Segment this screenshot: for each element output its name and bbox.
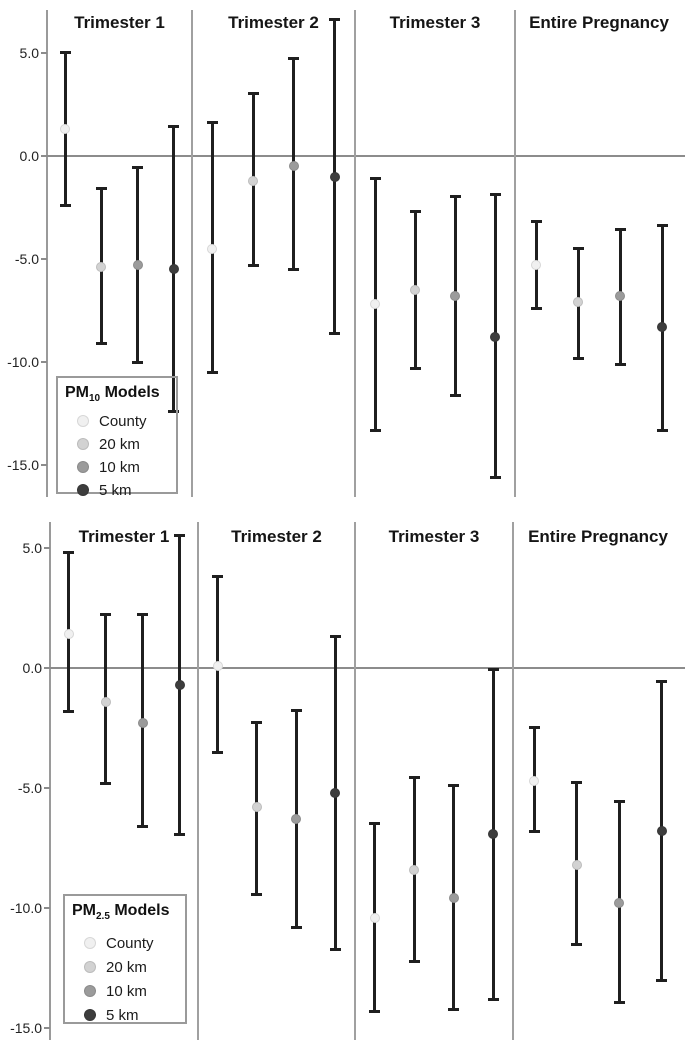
point-estimate-marker [60, 124, 70, 134]
legend-title: $PM_{10}$ Models [65, 384, 160, 404]
panel-header: Trimester 3 [389, 13, 481, 32]
panel-header: Trimester 1 [78, 527, 170, 546]
error-bar-cap-bottom [251, 893, 262, 896]
error-bar-cap-top [529, 726, 540, 729]
error-bar-cap-top [330, 635, 341, 638]
error-bar-cap-bottom [288, 268, 299, 271]
legend-model-dot [77, 415, 89, 427]
error-bar-cap-bottom [174, 833, 185, 836]
error-bar-cap-bottom [330, 948, 341, 951]
error-bar-cap-bottom [614, 1001, 625, 1004]
point-estimate-marker [488, 829, 498, 839]
y-axis-tick [41, 155, 47, 157]
error-bar-cap-bottom [410, 367, 421, 370]
point-estimate-marker [169, 264, 179, 274]
error-bar-cap-top [96, 187, 107, 190]
panel-divider [191, 10, 193, 497]
y-axis-tick-label: -15.0 [7, 457, 39, 473]
point-estimate-marker [133, 260, 143, 270]
point-estimate-marker [490, 332, 500, 342]
error-bar-cap-top [248, 92, 259, 95]
point-estimate-marker [450, 291, 460, 301]
legend-model-label: 10 km [106, 983, 147, 1000]
panel-header: Trimester 3 [388, 527, 480, 546]
error-bar-cap-top [488, 668, 499, 671]
error-bar-cap-bottom [248, 264, 259, 267]
error-bar-cap-bottom [450, 394, 461, 397]
error-bar-cap-bottom [329, 332, 340, 335]
legend-model-label: 20 km [106, 959, 147, 976]
point-estimate-marker [572, 860, 582, 870]
point-estimate-marker [248, 176, 258, 186]
panel-divider [197, 522, 199, 1040]
y-axis-tick-label: 0.0 [22, 660, 42, 676]
legend-model-dot [77, 461, 89, 473]
error-bar-cap-bottom [615, 363, 626, 366]
error-bar-cap-top [656, 680, 667, 683]
error-bar-cap-top [132, 166, 143, 169]
point-estimate-marker [614, 898, 624, 908]
legend-model-label: 5 km [106, 1007, 139, 1024]
legend-model-dot [84, 961, 96, 973]
y-axis-tick-label: -10.0 [10, 900, 42, 916]
error-bar-cap-top [490, 193, 501, 196]
error-bar-cap-bottom [63, 710, 74, 713]
y-axis-tick-label: -5.0 [14, 251, 39, 267]
y-axis-tick [41, 52, 47, 54]
y-axis-tick [41, 258, 47, 260]
point-estimate-marker [529, 776, 539, 786]
point-estimate-marker [657, 826, 667, 836]
error-bar-cap-bottom [657, 429, 668, 432]
legend-model-dot [84, 985, 96, 997]
point-estimate-marker [252, 802, 262, 812]
legend-model-label: County [99, 413, 147, 430]
point-estimate-marker [449, 893, 459, 903]
error-bar-cap-top [369, 822, 380, 825]
error-bar-cap-top [370, 177, 381, 180]
error-bar-cap-bottom [370, 429, 381, 432]
legend-model-label: 10 km [99, 459, 140, 476]
panel-divider [354, 10, 356, 497]
point-estimate-marker [370, 299, 380, 309]
y-axis-tick-label: 0.0 [19, 148, 39, 164]
point-estimate-marker [531, 260, 541, 270]
error-bar-cap-top [251, 721, 262, 724]
point-estimate-marker [291, 814, 301, 824]
error-bar-cap-top [60, 51, 71, 54]
point-estimate-marker [615, 291, 625, 301]
error-bar-cap-top [450, 195, 461, 198]
panel-header: Trimester 2 [231, 527, 322, 546]
error-bar-cap-top [448, 784, 459, 787]
point-estimate-marker [138, 718, 148, 728]
zero-reference-line [50, 667, 685, 669]
error-bar-cap-top [615, 228, 626, 231]
point-estimate-marker [207, 244, 217, 254]
error-bar-cap-bottom [656, 979, 667, 982]
legend-model-dot [84, 937, 96, 949]
error-bar-cap-bottom [488, 998, 499, 1001]
y-axis-tick [41, 464, 47, 466]
error-bar-cap-top [409, 776, 420, 779]
error-bar-cap-top [573, 247, 584, 250]
point-estimate-marker [573, 297, 583, 307]
error-bar-cap-top [288, 57, 299, 60]
point-estimate-marker [96, 262, 106, 272]
error-bar-cap-bottom [207, 371, 218, 374]
point-estimate-marker [409, 865, 419, 875]
zero-reference-line [47, 155, 685, 157]
y-axis-tick [44, 667, 50, 669]
error-bar-cap-bottom [409, 960, 420, 963]
error-bar-cap-bottom [100, 782, 111, 785]
y-axis-tick-label: 5.0 [22, 540, 42, 556]
error-bar-cap-top [571, 781, 582, 784]
y-axis-line [49, 522, 51, 1040]
panel-divider [512, 522, 514, 1040]
error-bar-cap-bottom [490, 476, 501, 479]
y-axis-tick [44, 547, 50, 549]
error-bar-cap-top [212, 575, 223, 578]
error-bar-cap-bottom [212, 751, 223, 754]
error-bar-cap-top [137, 613, 148, 616]
legend-model-dot [77, 438, 89, 450]
error-bar-cap-top [63, 551, 74, 554]
legend-title: $PM_{2.5}$ Models [72, 902, 170, 922]
y-axis-tick [41, 361, 47, 363]
y-axis-tick [44, 787, 50, 789]
error-bar-cap-bottom [96, 342, 107, 345]
y-axis-line [46, 10, 48, 497]
error-bar-cap-bottom [573, 357, 584, 360]
error-bar-cap-top [100, 613, 111, 616]
point-estimate-marker [101, 697, 111, 707]
point-estimate-marker [330, 788, 340, 798]
error-bar-cap-bottom [571, 943, 582, 946]
error-bar-cap-bottom [60, 204, 71, 207]
error-bar-cap-top [410, 210, 421, 213]
legend-model-dot [77, 484, 89, 496]
panel-header: Entire Pregnancy [528, 527, 668, 546]
error-bar-cap-top [531, 220, 542, 223]
point-estimate-marker [213, 661, 223, 671]
y-axis-tick-label: -15.0 [10, 1020, 42, 1036]
error-bar-cap-bottom [137, 825, 148, 828]
error-bar-cap-bottom [448, 1008, 459, 1011]
error-bar-cap-top [174, 534, 185, 537]
error-bar-cap-top [614, 800, 625, 803]
panel-divider [514, 10, 516, 497]
error-bar-cap-bottom [369, 1010, 380, 1013]
point-estimate-marker [64, 629, 74, 639]
error-bar-cap-bottom [531, 307, 542, 310]
error-bar-cap-top [168, 125, 179, 128]
error-bar-cap-bottom [529, 830, 540, 833]
panel-divider [354, 522, 356, 1040]
error-bar-cap-top [329, 18, 340, 21]
legend-model-dot [84, 1009, 96, 1021]
point-estimate-marker [410, 285, 420, 295]
point-estimate-marker [657, 322, 667, 332]
legend-model-label: 5 km [99, 482, 132, 499]
error-bar-cap-bottom [132, 361, 143, 364]
y-axis-tick-label: -5.0 [17, 780, 42, 796]
panel-header: Trimester 1 [74, 13, 165, 32]
y-axis-tick-label: 5.0 [19, 45, 39, 61]
error-bar-cap-top [207, 121, 218, 124]
point-estimate-marker [370, 913, 380, 923]
y-axis-tick [44, 907, 50, 909]
point-estimate-marker [330, 172, 340, 182]
panel-header: Entire Pregnancy [529, 13, 669, 32]
error-bar-cap-top [291, 709, 302, 712]
error-bar-cap-top [657, 224, 668, 227]
point-estimate-marker [289, 161, 299, 171]
error-bar-cap-bottom [291, 926, 302, 929]
point-estimate-marker [175, 680, 185, 690]
legend-model-label: 20 km [99, 436, 140, 453]
y-axis-tick [44, 1027, 50, 1029]
legend-model-label: County [106, 935, 154, 952]
y-axis-tick-label: -10.0 [7, 354, 39, 370]
panel-header: Trimester 2 [228, 13, 319, 32]
